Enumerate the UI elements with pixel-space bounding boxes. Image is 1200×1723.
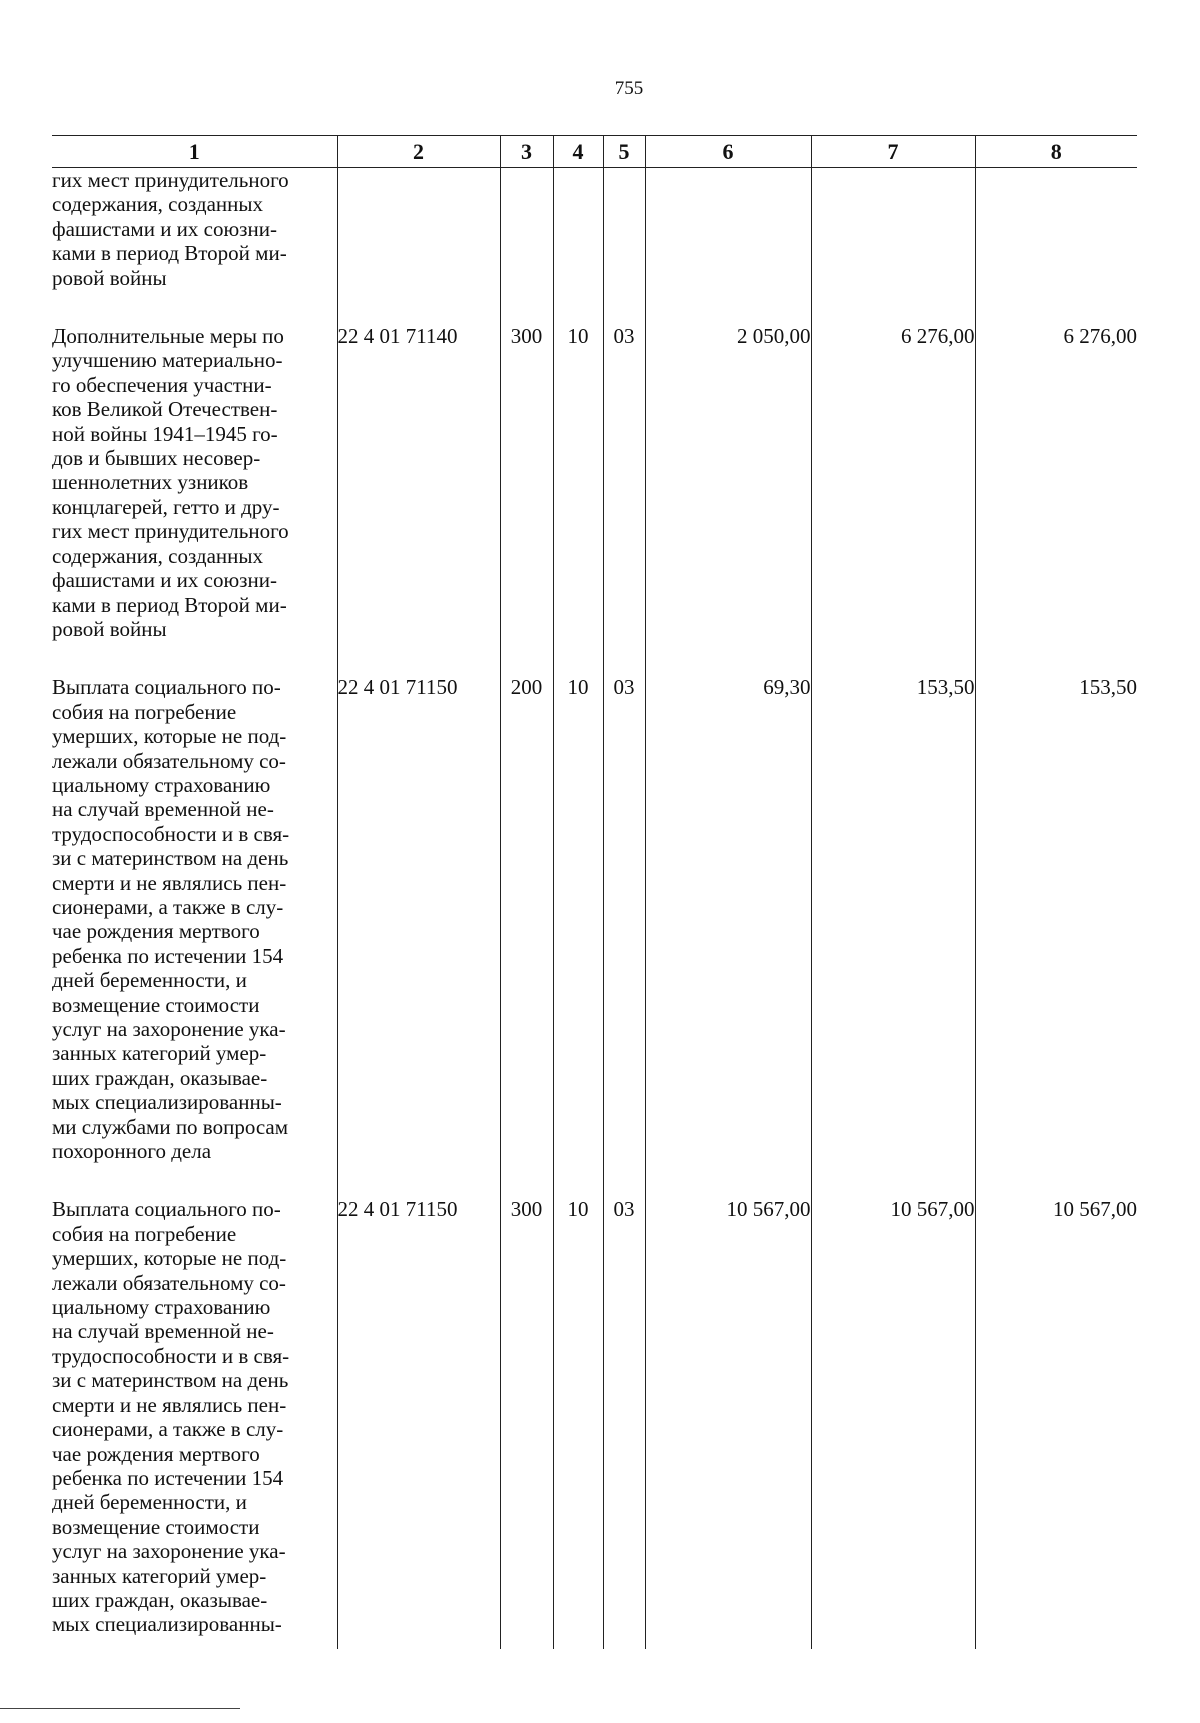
description-line: смерти и не являлись пен- [52,1392,287,1417]
column-header-2: 2 [337,136,500,168]
row-code: 22 4 01 71140 [337,308,500,659]
column-header-8: 8 [975,136,1137,168]
row-description [52,308,337,659]
table-row [52,659,1137,1181]
row-col-6: 2 050,00 [645,308,811,659]
row-code: 22 4 01 71150 [337,659,500,1181]
row-col-5 [603,168,645,309]
row-col-7: 10 567,00 [811,1181,975,1648]
column-header-1: 1 [52,136,337,168]
description-line: ной войны 1941–1945 го- [52,421,278,446]
row-code [337,168,500,309]
description-line: ребенка по истечении 154 [52,1465,284,1490]
description-line: ребенка по истечении 154 [52,943,284,968]
description-line: шеннолетних узников [52,470,249,495]
table-row [52,308,1137,659]
row-col-8 [975,168,1137,309]
description-line: похоронного дела [52,1139,212,1164]
column-header-5: 5 [603,136,645,168]
description-line: ми службами по вопросам [52,1114,289,1139]
row-col-8: 6 276,00 [975,308,1137,659]
row-col-7: 153,50 [811,659,975,1181]
description-line: фашистами и их союзни- [52,216,277,241]
description-line: ровой войны [52,616,167,641]
row-col-6: 10 567,00 [645,1181,811,1648]
row-col-6: 69,30 [645,659,811,1181]
description-line: смерти и не являлись пен- [52,870,287,895]
row-col-4: 10 [553,308,603,659]
description-line: трудоспособности и в свя- [52,821,290,846]
description-line: на случай временной не- [52,797,274,822]
description-line: ших граждан, оказывае- [52,1065,268,1090]
description-line: Дополнительные меры по [52,324,284,349]
row-col-3: 300 [500,308,553,659]
description-line: возмещение стоимости [52,1514,260,1539]
row-col-6 [645,168,811,309]
description-line: содержания, созданных [52,543,264,568]
description-line: собия на погребение [52,1221,237,1246]
description-line: зи с материнством на день [52,846,289,871]
table-header [52,136,1137,168]
column-header-6: 6 [645,136,811,168]
description-line: сионерами, а также в слу- [52,894,284,919]
row-col-5: 03 [603,1181,645,1648]
row-col-3 [500,168,553,309]
description-line: фашистами и их союзни- [52,568,277,593]
column-header-4: 4 [553,136,603,168]
description-line: мых специализированны- [52,1612,282,1637]
description-line: занных категорий умер- [52,1041,267,1066]
row-col-3: 300 [500,1181,553,1648]
description-line: дов и бывших несовер- [52,446,261,471]
budget-table-container [52,135,1137,1649]
description-line: ков Великой Отечествен- [52,397,278,422]
row-col-4: 10 [553,659,603,1181]
row-col-3: 200 [500,659,553,1181]
row-description [52,659,337,1181]
description-line: лежали обязательному со- [52,748,286,773]
description-line: ровой войны [52,265,167,290]
description-line: дней беременности, и [52,968,247,993]
budget-table [52,135,1137,1649]
description-line: умерших, которые не под- [52,724,287,749]
description-line: чае рождения мертвого [52,919,260,944]
description-line: го обеспечения участни- [52,372,272,397]
description-line: содержания, созданных [52,192,264,217]
row-col-5: 03 [603,308,645,659]
header-row [52,136,1137,168]
description-line: мых специализированны- [52,1090,282,1115]
description-line: умерших, которые не под- [52,1246,287,1271]
description-line: услуг на захоронение ука- [52,1539,286,1564]
row-col-7 [811,168,975,309]
row-col-8: 153,50 [975,659,1137,1181]
table-row [52,1181,1137,1648]
description-line: гих мест принудительного [52,519,289,544]
row-description [52,168,337,309]
description-line: возмещение стоимости [52,992,260,1017]
description-line: собия на погребение [52,699,237,724]
description-line: зи с материнством на день [52,1368,289,1393]
table-row [52,168,1137,309]
description-line: на случай временной не- [52,1319,274,1344]
row-col-8: 10 567,00 [975,1181,1137,1648]
description-line: ших граждан, оказывае- [52,1587,268,1612]
description-line: концлагерей, гетто и дру- [52,494,280,519]
row-col-4 [553,168,603,309]
description-line: Выплата социального по- [52,1197,281,1222]
description-line: улучшению материально- [52,348,283,373]
column-header-7: 7 [811,136,975,168]
description-line: Выплата социального по- [52,675,281,700]
description-line: дней беременности, и [52,1490,247,1515]
row-col-7: 6 276,00 [811,308,975,659]
description-line: ками в период Второй ми- [52,592,287,617]
description-line: услуг на захоронение ука- [52,1017,286,1041]
description-line: ками в период Второй ми- [52,241,287,266]
row-col-4: 10 [553,1181,603,1648]
footer-rule [0,1708,240,1709]
row-code: 22 4 01 71150 [337,1181,500,1648]
description-line: чае рождения мертвого [52,1441,260,1466]
row-col-5: 03 [603,659,645,1181]
page-number: 755 [614,78,644,99]
column-header-3: 3 [500,136,553,168]
description-line: занных категорий умер- [52,1563,267,1588]
description-line: гих мест принудительного [52,168,289,192]
row-description [52,1181,337,1648]
description-line: циальному страхованию [52,772,271,797]
table-body [52,168,1137,1649]
description-line: сионерами, а также в слу- [52,1417,284,1442]
description-line: циальному страхованию [52,1295,271,1320]
description-line: трудоспособности и в свя- [52,1343,290,1368]
description-line: лежали обязательному со- [52,1270,286,1295]
